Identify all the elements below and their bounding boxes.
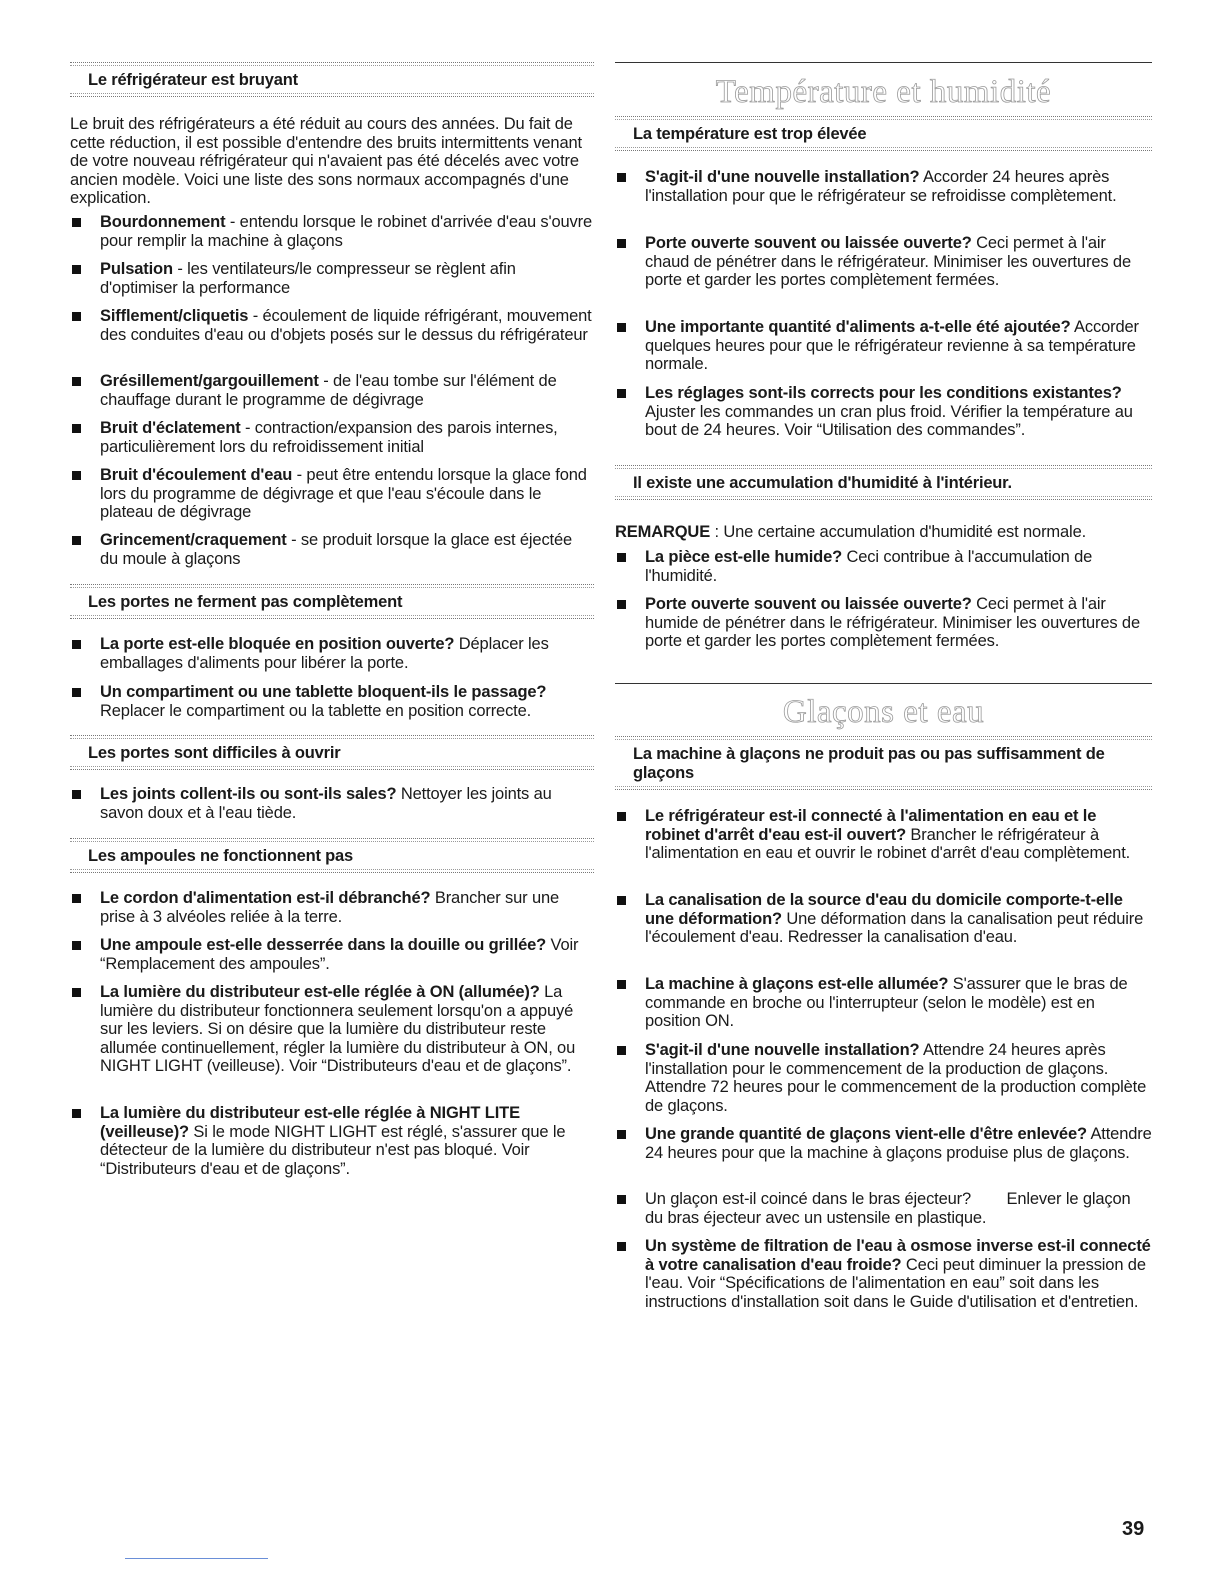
bullet-icon xyxy=(617,173,626,182)
section-title: Il existe une accumulation d'humidité à l'intérieur. xyxy=(633,474,1012,492)
note-paragraph xyxy=(615,523,1152,542)
list-item: La canalisation de la source d'eau du domicile comporte-t-elle une déformation? Une déformation dans la canalisation peut réduire l'écoulement d'eau. Redresser la canalisation d'eau. xyxy=(615,891,1152,947)
list-item: Un compartiment ou une tablette bloquent-ils le passage? Replacer le compartiment ou la tablette en position correcte. xyxy=(70,683,594,720)
section-rule xyxy=(615,683,1152,684)
footer-rule xyxy=(125,1558,268,1559)
section-title: Les portes ne ferment pas complètement xyxy=(88,593,403,611)
dotted-rule xyxy=(70,766,594,770)
note-label: REMARQUE xyxy=(615,523,711,541)
bullet-icon xyxy=(72,471,81,480)
bullet-icon xyxy=(617,812,626,821)
bullet-icon xyxy=(72,536,81,545)
bullet-icon xyxy=(72,312,81,321)
bullet-icon xyxy=(72,424,81,433)
bullet-icon xyxy=(72,265,81,274)
section-title: Les ampoules ne fonctionnent pas xyxy=(88,847,353,865)
bullet-icon xyxy=(617,1130,626,1139)
list-item: Bruit d'éclatement - contraction/expansion des parois internes, particulièrement lors du refroidissement initial xyxy=(70,419,594,456)
bullet-icon xyxy=(72,988,81,997)
page-number: 39 xyxy=(1122,1518,1145,1540)
section-header-bulbs xyxy=(70,838,594,873)
dotted-rule xyxy=(615,496,1152,500)
list-item: Porte ouverte souvent ou laissée ouverte? Ceci permet à l'air chaud de pénétrer dans le réfrigérateur. Minimiser les ouvertures de porte et garder les portes complètement fermées. xyxy=(615,234,1152,290)
list-item: Une grande quantité de glaçons vient-elle d'être enlevée? Attendre 24 heures pour que la machine à glaçons produise plus de glaçons. xyxy=(615,1125,1152,1162)
bullet-icon xyxy=(72,1109,81,1118)
bullet-icon xyxy=(72,790,81,799)
list-item: Bourdonnement - entendu lorsque le robinet d'arrivée d'eau s'ouvre pour remplir la machine à glaçons xyxy=(70,213,594,250)
list-item: Porte ouverte souvent ou laissée ouverte? Ceci permet à l'air humide de pénétrer dans le réfrigérateur. Minimiser les ouvertures de porte et garder les portes complètement fermées. xyxy=(615,595,1152,651)
bullet-icon xyxy=(72,377,81,386)
dotted-rule xyxy=(70,615,594,619)
list-item: Le cordon d'alimentation est-il débranché? Brancher sur une prise à 3 alvéoles reliée à la terre. xyxy=(70,889,594,926)
section-title: La température est trop élevée xyxy=(633,125,867,143)
dotted-rule xyxy=(70,869,594,873)
bullet-icon xyxy=(72,894,81,903)
section-header-temp-high xyxy=(615,116,1152,151)
list-item: La pièce est-elle humide? Ceci contribue à l'accumulation de l'humidité. xyxy=(615,548,1152,585)
bullet-icon xyxy=(617,1242,626,1251)
section-rule xyxy=(615,62,1152,63)
list-item: S'agit-il d'une nouvelle installation? Accorder 24 heures après l'installation pour que le réfrigérateur se refroidisse complètement. xyxy=(615,168,1152,205)
bullet-icon xyxy=(72,688,81,697)
dotted-rule xyxy=(70,93,594,97)
section-title: Les portes sont difficiles à ouvrir xyxy=(88,744,341,762)
bullet-icon xyxy=(617,896,626,905)
bullet-icon xyxy=(617,553,626,562)
list-item: La machine à glaçons est-elle allumée? S'assurer que le bras de commande en broche ou l'interrupteur (selon le modèle) est en position ON. xyxy=(615,975,1152,1031)
heading-temperature-humidity: Température et humidité xyxy=(715,74,1052,110)
section-header-doors-close xyxy=(70,584,594,619)
list-item: Grincement/craquement - se produit lorsque la glace est éjectée du moule à glaçons xyxy=(70,531,594,568)
list-item: Un système de filtration de l'eau à osmose inverse est-il connecté à votre canalisation d'eau froide? Ceci peut diminuer la pression de l'eau. Voir “Spécifications de l'alimentation en eau” soit dans les instructions d'installation soit dans le Guide d'utilisation et d'entretien. xyxy=(615,1237,1152,1311)
note-text: : Une certaine accumulation d'humidité est normale. xyxy=(710,523,1087,541)
list-item: Une ampoule est-elle desserrée dans la douille ou grillée? Voir “Remplacement des ampoules”. xyxy=(70,936,594,973)
section-header-noisy xyxy=(70,62,594,97)
list-item: La porte est-elle bloquée en position ouverte? Déplacer les emballages d'aliments pour libérer la porte. xyxy=(70,635,594,672)
section-header-doors-open xyxy=(70,735,594,770)
bullet-icon xyxy=(617,980,626,989)
bullet-icon xyxy=(72,218,81,227)
list-item: Grésillement/gargouillement - de l'eau tombe sur l'élément de chauffage durant le programme de dégivrage xyxy=(70,372,594,409)
list-item: Sifflement/cliquetis - écoulement de liquide réfrigérant, mouvement des conduites d'eau ou d'objets posés sur le dessus du réfrigérateur xyxy=(70,307,594,344)
bullet-icon xyxy=(617,1195,626,1204)
list-item: La lumière du distributeur est-elle réglée à ON (allumée)? La lumière du distributeur fonctionnera seulement lorsqu'on a appuyé sur les leviers. Si on désire que la lumière du distributeur reste allumée continuellement, régler la lumière du distributeur à ON, ou NIGHT LIGHT (veilleuse). Voir “Distributeurs d'eau et de glaçons”. xyxy=(70,983,594,1076)
intro-paragraph: Le bruit des réfrigérateurs a été réduit au cours des années. Du fait de cette réduction, il est possible d'entendre des bruits intermittents venant de votre nouveau réfrigérateur qui n'avaient pas été décelés avec votre ancien modèle. Voici une liste des sons normaux accompagnés d'une explication. xyxy=(70,115,582,208)
section-title: La machine à glaçons ne produit pas ou pas suffisamment de glaçons xyxy=(633,745,1105,782)
list-item: Les réglages sont-ils corrects pour les conditions existantes? Ajuster les commandes un cran plus froid. Vérifier la température au bout de 24 heures. Voir “Utilisation des commandes”. xyxy=(615,384,1152,440)
list-item: Un glaçon est-il coincé dans le bras éjecteur? Enlever le glaçon du bras éjecteur avec un ustensile en plastique. xyxy=(615,1190,1152,1227)
list-item: S'agit-il d'une nouvelle installation? Attendre 24 heures après l'installation pour le commencement de la production de glaçons. Attendre 72 heures pour le commencement de la production complète de glaçons. xyxy=(615,1041,1152,1115)
list-item: Une importante quantité d'aliments a-t-elle été ajoutée? Accorder quelques heures pour que le réfrigérateur revienne à sa température normale. xyxy=(615,318,1152,374)
bullet-icon xyxy=(617,323,626,332)
dotted-rule xyxy=(615,786,1152,790)
bullet-icon xyxy=(617,389,626,398)
list-item: Bruit d'écoulement d'eau - peut être entendu lorsque la glace fond lors du programme de dégivrage et que l'eau s'écoule dans le plateau de dégivrage xyxy=(70,466,594,522)
bullet-icon xyxy=(617,239,626,248)
list-item: Pulsation - les ventilateurs/le compresseur se règlent afin d'optimiser la performance xyxy=(70,260,594,297)
bullet-icon xyxy=(72,941,81,950)
list-item: Le réfrigérateur est-il connecté à l'alimentation en eau et le robinet d'arrêt d'eau est-il ouvert? Brancher le réfrigérateur à l'alimentation en eau et ouvrir le robinet d'arrêt d'eau complètement. xyxy=(615,807,1152,863)
bullet-icon xyxy=(617,1046,626,1055)
section-title: Le réfrigérateur est bruyant xyxy=(88,71,298,89)
list-item: Les joints collent-ils ou sont-ils sales? Nettoyer les joints au savon doux et à l'eau tiède. xyxy=(70,785,594,822)
bullet-icon xyxy=(72,640,81,649)
dotted-rule xyxy=(615,147,1152,151)
section-header-humidity xyxy=(615,465,1152,500)
section-header-ice-maker xyxy=(615,736,1152,790)
heading-ice-water: Glaçons et eau xyxy=(782,694,985,730)
list-item: La lumière du distributeur est-elle réglée à NIGHT LITE (veilleuse)? Si le mode NIGHT LIGHT est réglé, s'assurer que le détecteur de la lumière du distributeur n'est pas bloqué. Voir “Distributeurs d'eau et de glaçons”. xyxy=(70,1104,594,1178)
bullet-icon xyxy=(617,600,626,609)
